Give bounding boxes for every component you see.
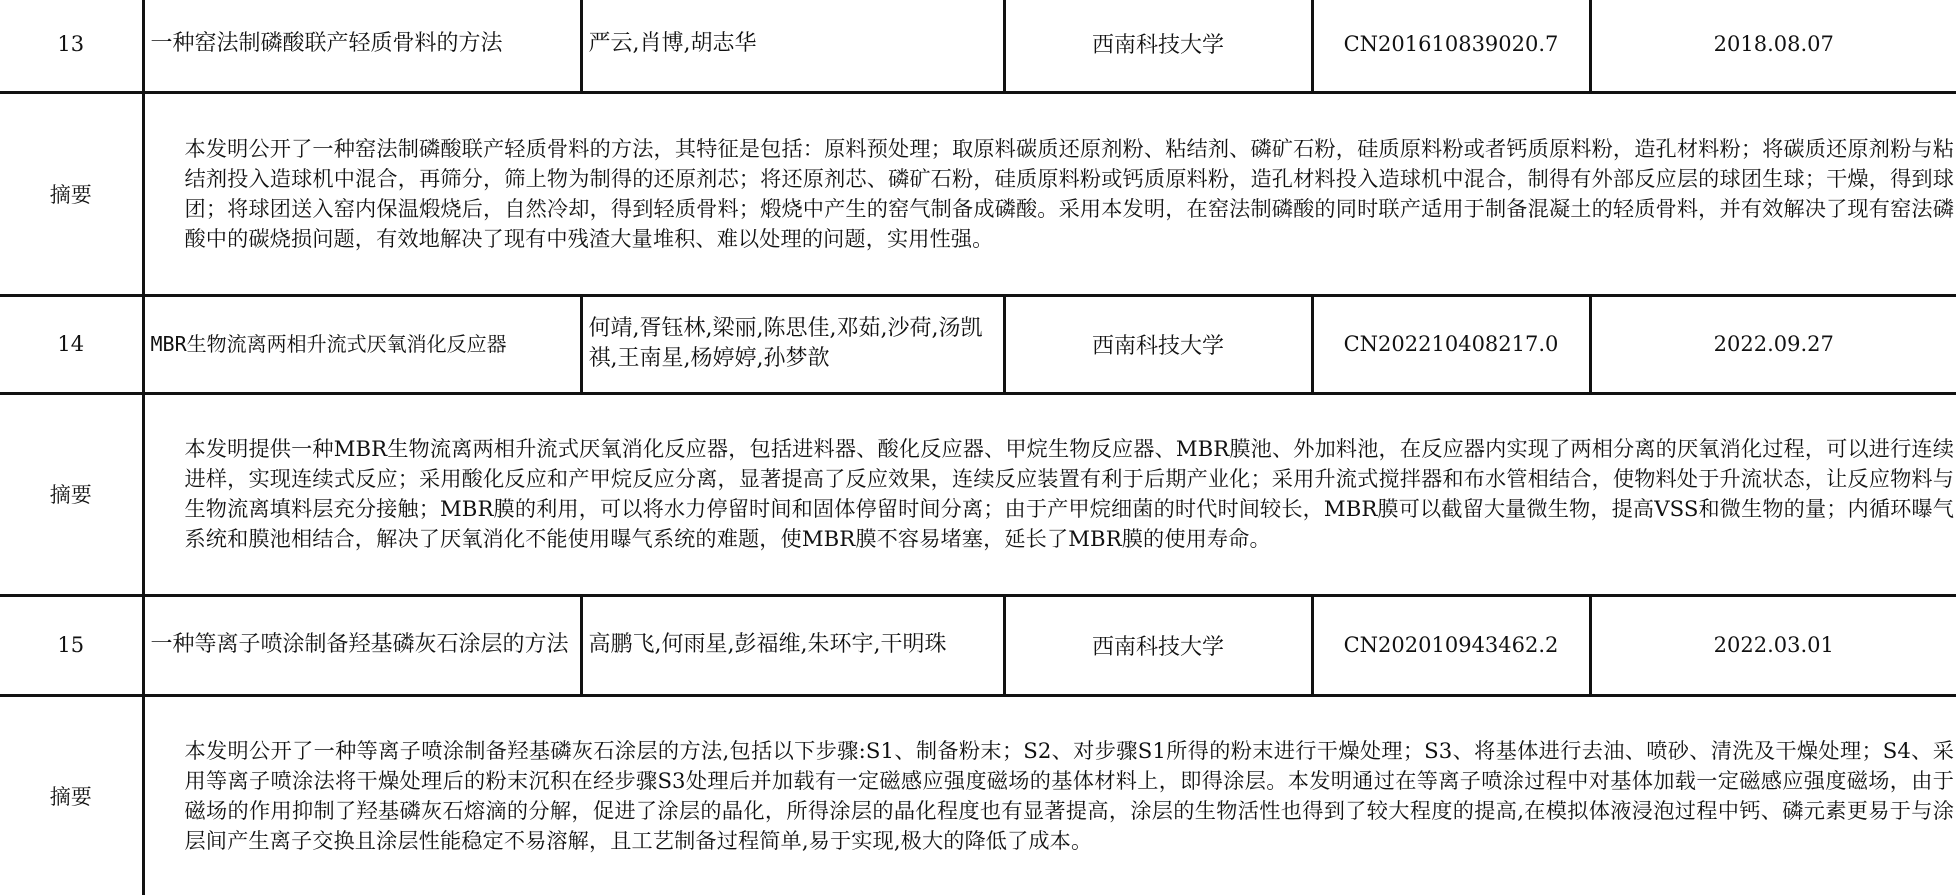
grant-date: 2018.08.07 [1590,0,1956,92]
inventors: 高鹏飞,何雨星,彭福维,朱环宇,干明珠 [581,595,1004,695]
patent-number: CN202010943462.2 [1312,595,1590,695]
table-row [0,595,1956,695]
grant-date: 2022.09.27 [1590,295,1956,393]
inventors: 严云,肖博,胡志华 [581,0,1004,92]
inventors: 何靖,胥钰林,梁丽,陈思佳,邓茹,沙荷,汤凯祺,王南星,杨婷婷,孙梦歆 [581,295,1004,393]
abstract-row [0,695,1956,895]
abstract-text: 本发明提供一种MBR生物流离两相升流式厌氧消化反应器，包括进料器、酸化反应器、甲烷生物反应器、MBR膜池、外加料池，在反应器内实现了两相分离的厌氧消化过程，可以进行连续进样，实现连续式反应；采用酸化反应和产甲烷反应分离，显著提高了反应效果，连续反应装置有利于后期产业化；采用升流式搅拌器和布水管相结合，使物料处于升流状态，让反应物料与生物流离填料层充分接触；MBR膜的利用，可以将水力停留时间和固体停留时间分离；由于产甲烷细菌的时代时间较长，MBR膜可以截留大量微生物，提高VSS和微生物的量；内循环曝气系统和膜池相结合，解决了厌氧消化不能使用曝气系统的难题，使MBR膜不容易堵塞，延长了MBR膜的使用寿命。 [143,393,1956,595]
grant-date: 2022.03.01 [1590,595,1956,695]
row-number: 14 [0,295,143,393]
patent-title: MBR生物流离两相升流式厌氧消化反应器 [143,295,581,393]
table-row [0,0,1956,92]
abstract-label: 摘要 [0,393,143,595]
row-number: 15 [0,595,143,695]
patent-title: 一种窑法制磷酸联产轻质骨料的方法 [143,0,581,92]
abstract-label: 摘要 [0,92,143,295]
abstract-row [0,393,1956,595]
organization: 西南科技大学 [1004,595,1312,695]
organization: 西南科技大学 [1004,295,1312,393]
patent-number: CN202210408217.0 [1312,295,1590,393]
abstract-text: 本发明公开了一种等离子喷涂制备羟基磷灰石涂层的方法,包括以下步骤:S1、制备粉末；S2、对步骤S1所得的粉末进行干燥处理；S3、将基体进行去油、喷砂、清洗及干燥处理；S4、采用等离子喷涂法将干燥处理后的粉末沉积在经步骤S3处理后并加载有一定磁感应强度磁场的基体材料上，即得涂层。本发明通过在等离子喷涂过程中对基体加载一定磁感应强度磁场，由于磁场的作用抑制了羟基磷灰石熔滴的分解，促进了涂层的晶化，所得涂层的晶化程度也有显著提高，涂层的生物活性也得到了较大程度的提高,在模拟体液浸泡过程中钙、磷元素更易于与涂层间产生离子交换且涂层性能稳定不易溶解，且工艺制备过程简单,易于实现,极大的降低了成本。 [143,695,1956,895]
patent-title: 一种等离子喷涂制备羟基磷灰石涂层的方法 [143,595,581,695]
table-row [0,295,1956,393]
patent-number: CN201610839020.7 [1312,0,1590,92]
abstract-label: 摘要 [0,695,143,895]
row-number: 13 [0,0,143,92]
abstract-text: 本发明公开了一种窑法制磷酸联产轻质骨料的方法，其特征是包括：原料预处理；取原料碳质还原剂粉、粘结剂、磷矿石粉，硅质原料粉或者钙质原料粉，造孔材料粉；将碳质还原剂粉与粘结剂投入造球机中混合，再筛分，筛上物为制得的还原剂芯；将还原剂芯、磷矿石粉，硅质原料粉或钙质原料粉，造孔材料投入造球机中混合，制得有外部反应层的球团生球；干燥，得到球团；将球团送入窑内保温煅烧后，自然冷却，得到轻质骨料；煅烧中产生的窑气制备成磷酸。采用本发明，在窑法制磷酸的同时联产适用于制备混凝土的轻质骨料，并有效解决了现有窑法磷酸中的碳烧损问题，有效地解决了现有中残渣大量堆积、难以处理的问题，实用性强。 [143,92,1956,295]
organization: 西南科技大学 [1004,0,1312,92]
abstract-row [0,92,1956,295]
